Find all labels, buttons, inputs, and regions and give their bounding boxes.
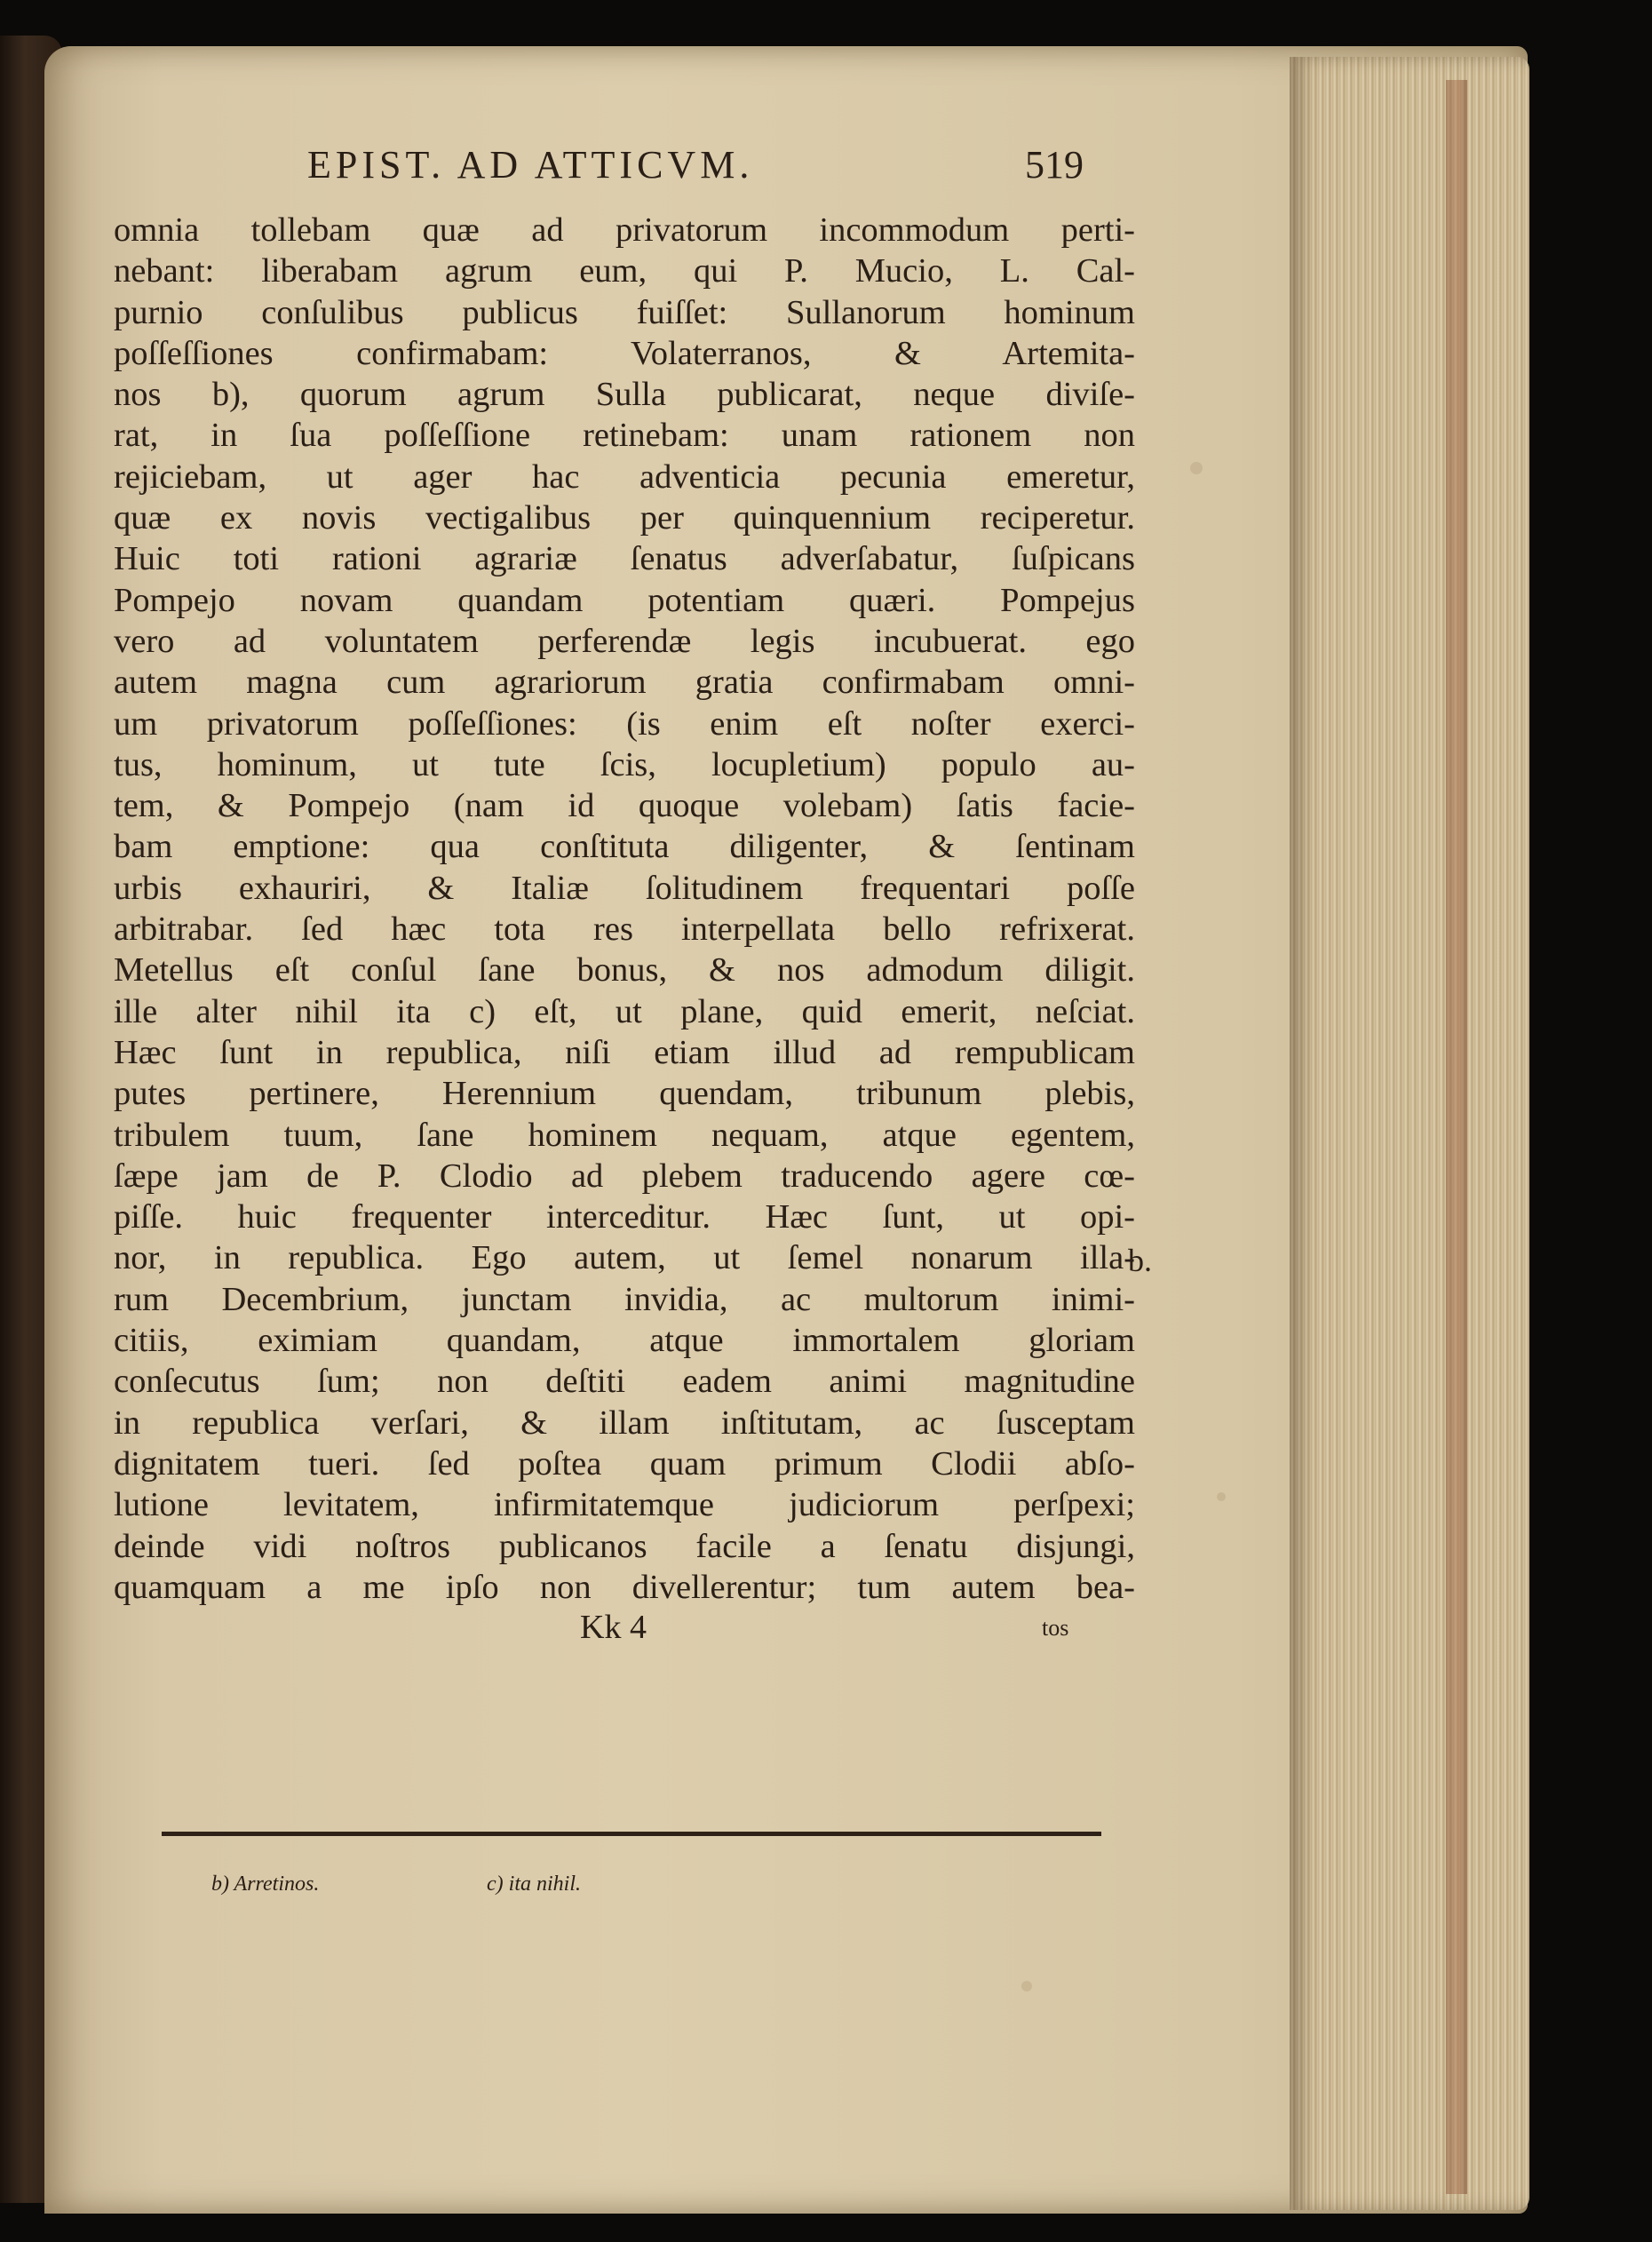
text-line: in republica verſari, & illam inſtitutam, ac ſusceptam xyxy=(114,1403,1135,1442)
text-line: conſecutus ſum; non deſtiti eadem animi magnitudine xyxy=(114,1363,1135,1401)
text-line: nor, in republica. Ego autem, ut ſemel nonarum illa- xyxy=(114,1239,1135,1277)
page-stack-edges xyxy=(1290,57,1529,2210)
page-number: 519 xyxy=(1025,143,1084,187)
text-line: nebant: liberabam agrum eum, qui P. Mucio, L. Cal- xyxy=(114,252,1135,290)
text-line: rum Decembrium, junctam invidia, ac multorum inimi- xyxy=(114,1280,1135,1318)
foxing-spot xyxy=(1190,462,1203,474)
text-line: autem magna cum agrariorum gratia confirmabam omni- xyxy=(114,664,1135,702)
text-line: putes pertinere, Herennium quendam, tribunum plebis, xyxy=(114,1075,1135,1113)
text-line: rat, in ſua poſſeſſione retinebam: unam rationem non xyxy=(114,417,1135,455)
text-line: Hæc ſunt in republica, niſi etiam illud ad rempublicam xyxy=(114,1033,1135,1071)
text-line: deinde vidi noſtros publicanos facile a ſenatu disjungi, xyxy=(114,1527,1135,1565)
footnote-b: b) Arretinos. xyxy=(211,1872,320,1896)
text-line: Metellus eſt conſul ſane bonus, & nos admodum diligit. xyxy=(114,951,1135,990)
text-line: tem, & Pompejo (nam id quoque volebam) ſatis facie- xyxy=(114,787,1135,825)
text-line: um privatorum poſſeſſiones: (is enim eſt noſter exerci- xyxy=(114,704,1135,743)
text-line: quæ ex novis vectigalibus per quinquennium reciperetur. xyxy=(114,499,1135,537)
text-line: bam emptione: qua conſtituta diligenter, & ſentinam xyxy=(114,828,1135,866)
page-text-block xyxy=(114,142,1135,1661)
signature-line xyxy=(114,1608,1135,1661)
footnote-rule xyxy=(162,1832,1101,1836)
text-line: Pompejo novam quandam potentiam quæri. Pompejus xyxy=(114,581,1135,619)
signature-mark: Kk 4 xyxy=(580,1609,647,1647)
footnote-c: c) ita nihil. xyxy=(487,1872,581,1896)
catchword: tos xyxy=(1042,1615,1069,1642)
text-line: poſſeſſiones confirmabam: Volaterranos, & Artemita- xyxy=(114,334,1135,372)
running-header xyxy=(114,142,1135,204)
text-line: Huic toti rationi agrariæ ſenatus adverſabatur, ſuſpicans xyxy=(114,540,1135,578)
text-line: nos b), quorum agrum Sulla publicarat, neque diviſe- xyxy=(114,376,1135,414)
red-edge-stain xyxy=(1446,80,1467,2194)
text-line: arbitrabar. ſed hæc tota res interpellata bello refrixerat. xyxy=(114,910,1135,949)
text-line: purnio conſulibus publicus fuiſſet: Sullanorum hominum xyxy=(114,293,1135,331)
text-line: tribulem tuum, ſane hominem nequam, atque egentem, xyxy=(114,1116,1135,1154)
foxing-spot xyxy=(1021,1981,1032,1992)
text-line: quamquam a me ipſo non divellerentur; tum autem bea- xyxy=(114,1568,1135,1606)
margin-note: b. xyxy=(1128,1243,1152,1278)
text-line: urbis exhauriri, & Italiæ ſolitudinem frequentari poſſe xyxy=(114,869,1135,907)
text-line: piſſe. huic frequenter interceditur. Hæc ſunt, ut opi- xyxy=(114,1198,1135,1236)
body-text xyxy=(114,210,1135,1608)
text-line: lutione levitatem, infirmitatemque judiciorum perſpexi; xyxy=(114,1486,1135,1524)
text-line: omnia tollebam quæ ad privatorum incommodum perti- xyxy=(114,211,1135,249)
running-title: EPIST. AD ATTICVM. xyxy=(307,143,754,187)
text-line: rejiciebam, ut ager hac adventicia pecunia emeretur, xyxy=(114,457,1135,496)
text-line: citiis, eximiam quandam, atque immortalem gloriam xyxy=(114,1322,1135,1360)
text-line: vero ad voluntatem perferendæ legis incubuerat. ego xyxy=(114,622,1135,660)
text-line: tus, hominum, ut tute ſcis, locupletium) populo au- xyxy=(114,745,1135,783)
text-line: dignitatem tueri. ſed poſtea quam primum Clodii abſo- xyxy=(114,1444,1135,1483)
text-line: ſæpe jam de P. Clodio ad plebem traducendo agere cœ- xyxy=(114,1157,1135,1195)
foxing-spot xyxy=(1217,1492,1226,1501)
text-line: ille alter nihil ita c) eſt, ut plane, quid emerit, neſciat. xyxy=(114,992,1135,1030)
